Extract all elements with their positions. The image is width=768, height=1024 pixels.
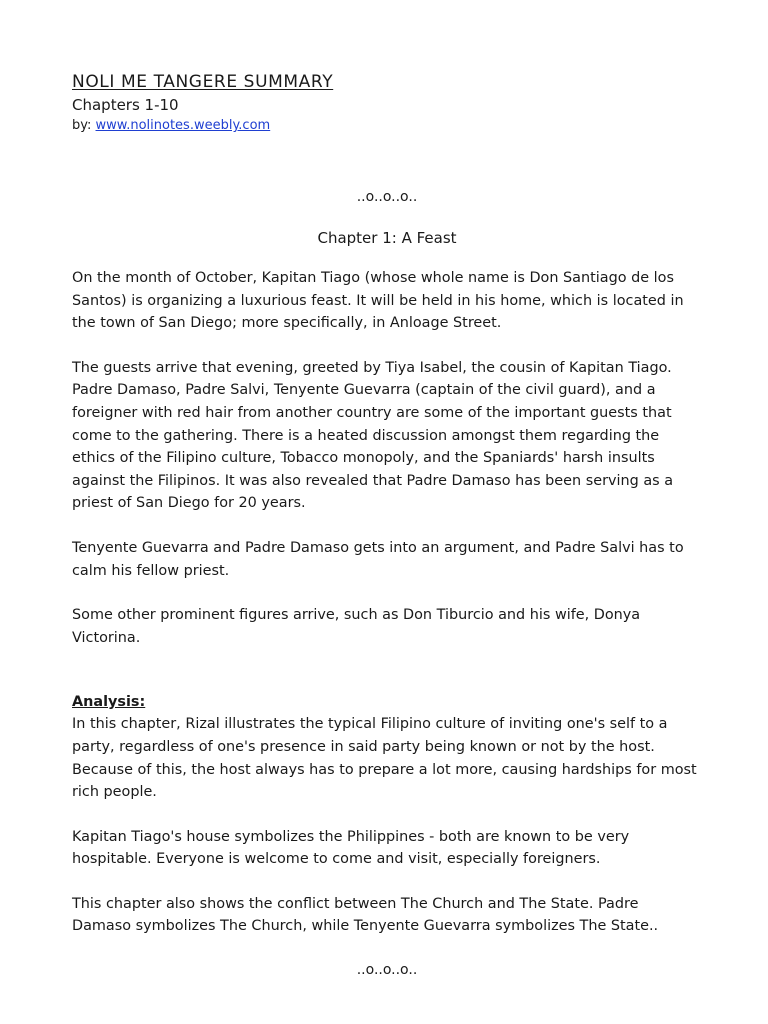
paragraph-4: Some other prominent figures arrive, such as Don Tiburcio and his wife, Donya Victorina. [72,607,641,646]
document-subtitle: Chapters 1-10 [72,96,179,114]
analysis-paragraph-3: This chapter also shows the conflict between The Church and The State. Padre Damaso symbolizes The Church, while Tenyente Guevarra symbolizes The State.. [72,895,659,935]
analysis-paragraph-2: Kapitan Tiago's house symbolizes the Philippines - both are known to be very hospitable. Everyone is welcome to come and visit, especially foreigners. [72,828,630,868]
section-divider-bottom: ..o..o..o.. [356,962,418,979]
paragraph-2: The guests arrive that evening, greeted by Tiya Isabel, the cousin of Kapitan Tiago. Padre Damaso, Padre Salvi, Tenyente Guevarra (captain of the civil guard), and a foreigner with red hair from another country are some of the important guests that come to the gathering. There is a heated discussion amongst them regarding the ethics of the Filipino culture, Tobacco monopoly, and the Spaniards' harsh insults against the Filipinos. It was also revealed that Padre Damaso has been serving as a priest of San Diego for 20 years. [72,359,674,512]
byline [72,116,702,136]
section-divider-top: ..o..o..o.. [356,189,418,205]
website-link[interactable]: www.nolinotes.weebly.com [95,118,271,133]
document-page [72,70,702,980]
analysis-paragraph-1: In this chapter, Rizal illustrates the typical Filipino culture of inviting one's self to a party, regardless of one's presence in said party being known or not by the host. Because of this, the host always has to prepare a lot more, causing hardships for most rich people. [72,716,697,801]
document-title: NOLI ME TANGERE SUMMARY [72,72,334,92]
paragraph-3: Tenyente Guevarra and Padre Damaso gets into an argument, and Padre Salvi has to calm his fellow priest. [72,539,684,579]
paragraph-1: On the month of October, Kapitan Tiago (whose whole name is Don Santiago de los Santos) is organizing a luxurious feast. It will be held in his home, which is located in the town of San Diego; more specifically, in Anloage Street. [72,270,684,332]
chapter-heading: Chapter 1: A Feast [317,229,457,247]
byline-prefix: by: [72,118,96,133]
analysis-heading: Analysis: [72,694,146,711]
